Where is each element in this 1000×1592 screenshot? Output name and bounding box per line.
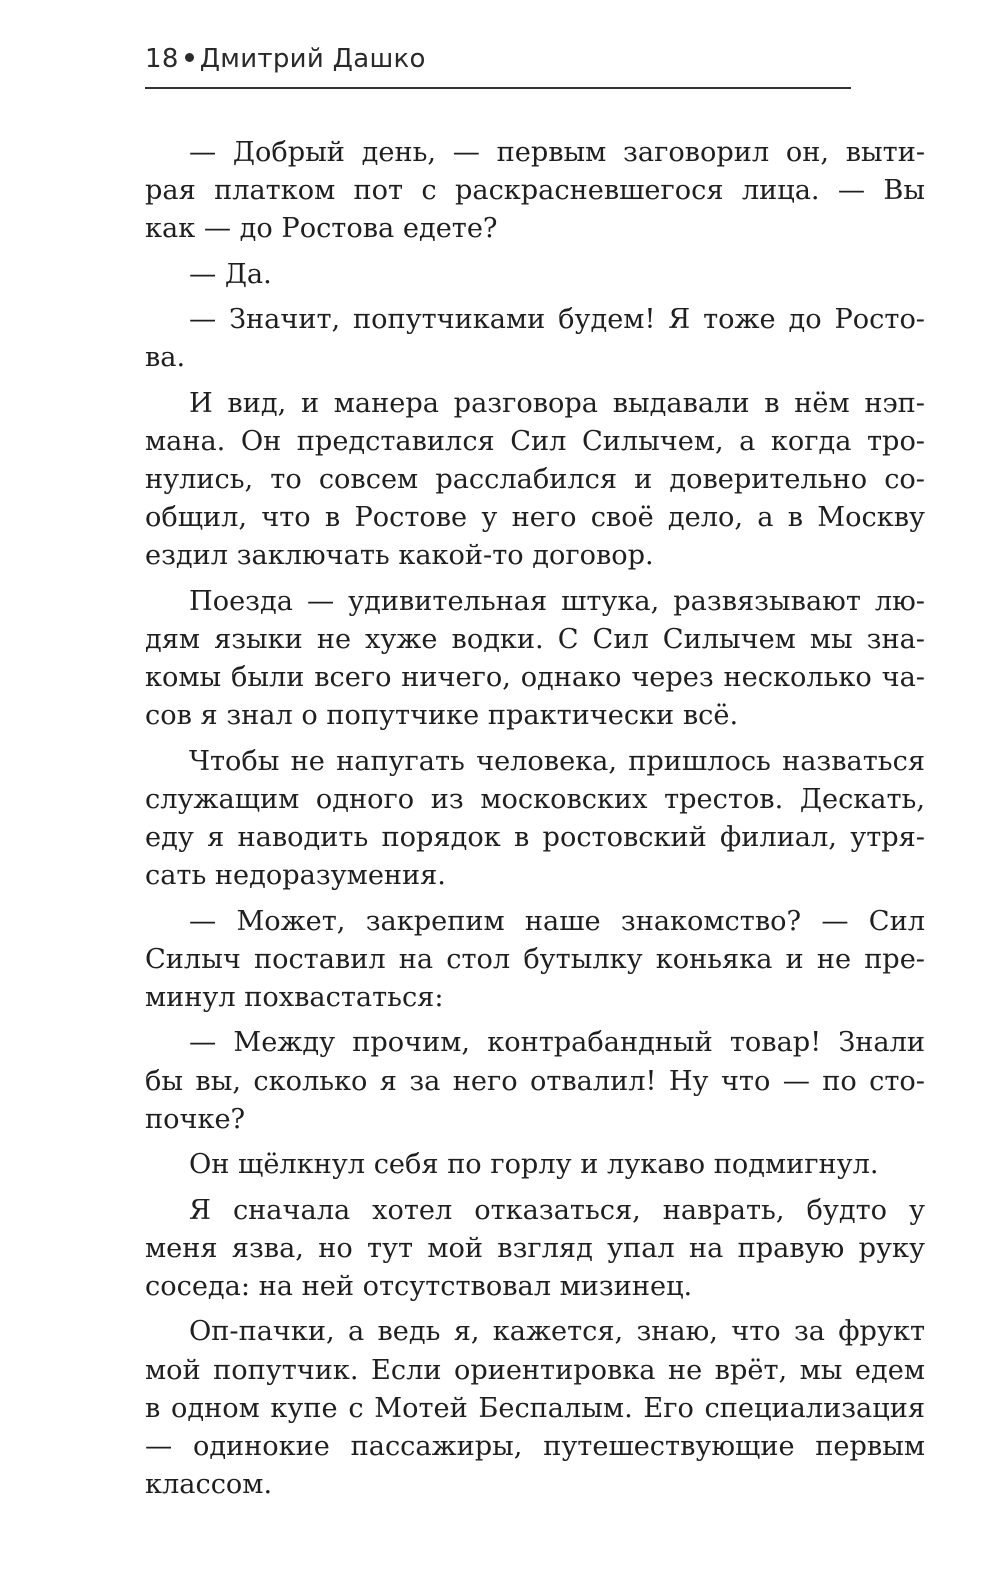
body-text (145, 134, 925, 1504)
text-line: как — до Ростова едете? (145, 213, 498, 245)
text-line: бы вы, сколько я за него отвалил! Ну что — по сто- (145, 1065, 925, 1097)
text-line: — одинокие пассажиры, путешествующие первым (145, 1430, 925, 1462)
text-line: минул похвастаться: (145, 982, 444, 1014)
text-line: — Добрый день, — первым заговорил он, выти- (189, 137, 925, 168)
text-line: Он щёлкнул себя по горлу и лукаво подмигнул. (189, 1149, 879, 1181)
text-line: классом. (145, 1469, 273, 1501)
text-line: еду я наводить порядок в ростовский филиал, утря- (145, 822, 925, 854)
paragraph (145, 903, 925, 1018)
header-rule (145, 87, 851, 89)
text-line: в одном купе с Мотей Беспалым. Его специализация (145, 1392, 925, 1424)
paragraph (145, 743, 925, 896)
bullet-separator-icon (185, 53, 194, 62)
paragraph (145, 1192, 925, 1307)
paragraph (145, 583, 925, 736)
paragraph (145, 134, 925, 249)
text-line: нулись, то совсем расслабился и доверительно со- (145, 464, 925, 496)
text-line: — Между прочим, контрабандный товар! Знали (189, 1027, 925, 1059)
text-line: сать недоразумения. (145, 860, 446, 892)
text-line: комы были всего ничего, однако через несколько ча- (145, 662, 925, 694)
text-line: — Значит, попутчиками будем! Я тоже до Росто- (189, 304, 925, 336)
running-head (145, 44, 426, 74)
text-line: почке? (145, 1103, 246, 1135)
text-line: И вид, и манера разговора выдавали в нём нэп- (189, 387, 925, 419)
paragraph (145, 385, 925, 576)
author-name: Дмитрий Дашко (199, 44, 426, 74)
text-line: Силыч поставил на стол бутылку коньяка и не пре- (145, 943, 925, 975)
text-line: ва. (145, 342, 186, 374)
paragraph (145, 256, 925, 294)
text-line: мой попутчик. Если ориентировка не врёт, мы едем (145, 1354, 925, 1386)
text-line: служащим одного из московских трестов. Дескать, (145, 783, 925, 815)
paragraph (145, 1313, 925, 1504)
text-line: дям языки не хуже водки. С Сил Силычем мы зна- (145, 624, 925, 655)
text-line: — Да. (189, 258, 272, 290)
text-line: мана. Он представился Сил Силычем, а когда тро- (145, 425, 925, 457)
text-line: соседа: на ней отсутствовал мизинец. (145, 1270, 693, 1302)
text-line: — Может, закрепим наше знакомство? — Сил (189, 905, 925, 937)
paragraph (145, 301, 925, 377)
page-number: 18 (145, 44, 179, 74)
text-line: Я сначала хотел отказаться, наврать, будто у (189, 1194, 925, 1226)
paragraph (145, 1024, 925, 1139)
text-line: сов я знал о попутчике практически всё. (145, 700, 739, 732)
text-line: Чтобы не напугать человека, пришлось назваться (189, 745, 925, 777)
text-line: ездил заключать какой-то договор. (145, 540, 654, 572)
text-line: рая платком пот с раскрасневшегося лица. — Вы (145, 175, 925, 207)
text-line: Оп-пачки, а ведь я, кажется, знаю, что за фрукт (189, 1316, 925, 1348)
text-line: Поезда — удивительная штука, развязывают лю- (189, 585, 925, 617)
text-line: меня язва, но тут мой взгляд упал на правую руку (145, 1232, 925, 1264)
paragraph (145, 1146, 925, 1184)
text-line: общил, что в Ростове у него своё дело, а в Москву (145, 502, 925, 534)
